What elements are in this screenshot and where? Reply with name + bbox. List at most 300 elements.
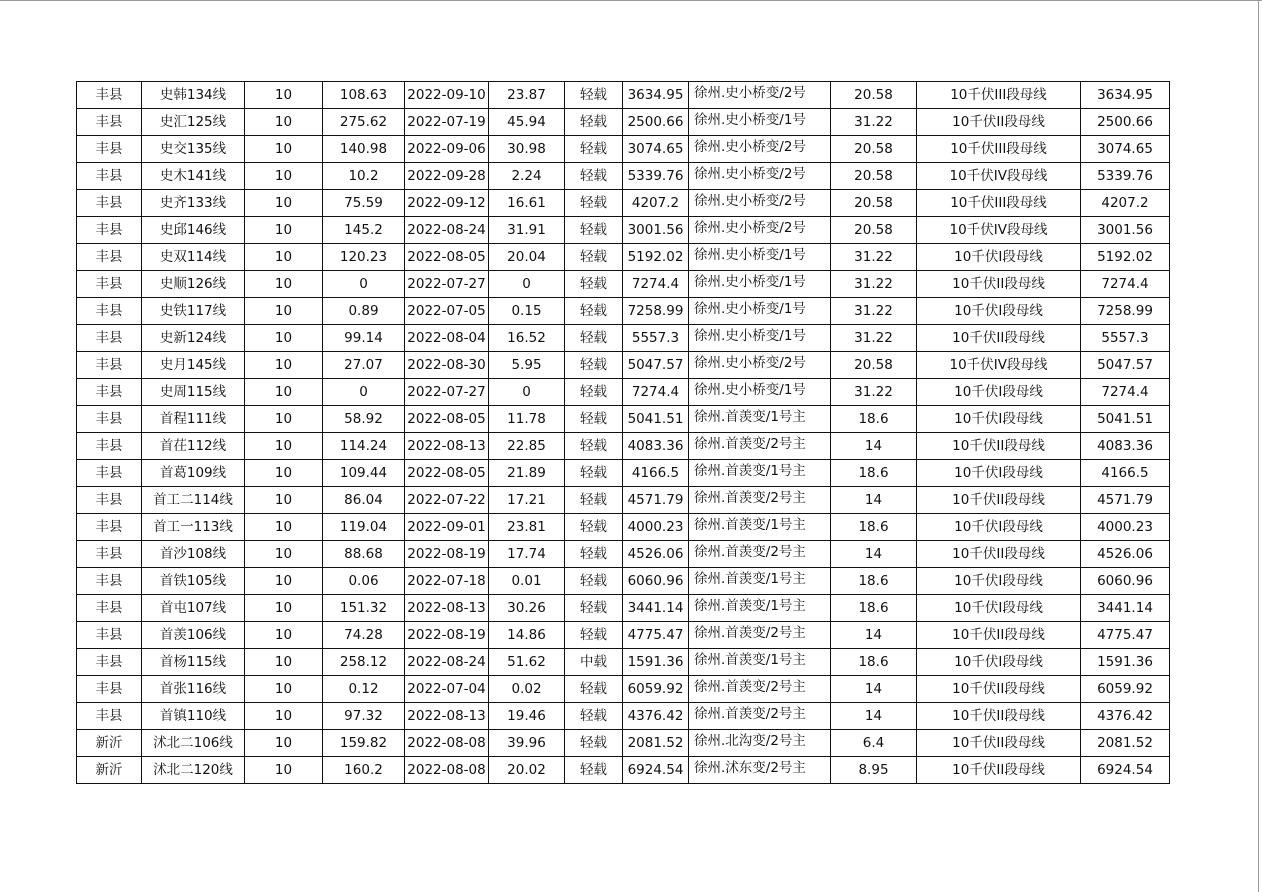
current-cell: 159.82 <box>323 730 405 757</box>
feeder-load-table-page <box>76 81 1169 784</box>
date-cell: 2022-07-27 <box>405 271 489 298</box>
county-cell: 丰县 <box>77 649 142 676</box>
load-status-cell: 轻载 <box>565 595 623 622</box>
capacity-cell: 1591.36 <box>623 649 689 676</box>
load-rate-cell: 0 <box>489 379 565 406</box>
available-capacity-cell: 7274.4 <box>1081 271 1170 298</box>
transformer-capacity-cell: 18.6 <box>831 514 917 541</box>
line-name-cell: 首程111线 <box>142 406 245 433</box>
table-row <box>77 271 1170 298</box>
county-cell: 丰县 <box>77 487 142 514</box>
county-cell: 丰县 <box>77 433 142 460</box>
available-capacity-cell: 5041.51 <box>1081 406 1170 433</box>
transformer-capacity-cell: 20.58 <box>831 217 917 244</box>
county-cell: 丰县 <box>77 595 142 622</box>
date-cell: 2022-08-13 <box>405 703 489 730</box>
substation-cell: 徐州.首羡变/2号主 <box>689 703 831 730</box>
county-cell: 丰县 <box>77 217 142 244</box>
date-cell: 2022-08-13 <box>405 433 489 460</box>
load-rate-cell: 0.02 <box>489 676 565 703</box>
transformer-capacity-cell: 18.6 <box>831 406 917 433</box>
county-cell: 丰县 <box>77 325 142 352</box>
date-cell: 2022-08-30 <box>405 352 489 379</box>
date-cell: 2022-08-08 <box>405 730 489 757</box>
table-row <box>77 568 1170 595</box>
load-status-cell: 轻载 <box>565 190 623 217</box>
voltage-cell: 10 <box>245 649 323 676</box>
transformer-capacity-cell: 20.58 <box>831 136 917 163</box>
county-cell: 丰县 <box>77 190 142 217</box>
voltage-cell: 10 <box>245 757 323 784</box>
current-cell: 0.12 <box>323 676 405 703</box>
substation-cell: 徐州.史小桥变/1号 <box>689 271 831 298</box>
available-capacity-cell: 4571.79 <box>1081 487 1170 514</box>
line-name-cell: 首茌112线 <box>142 433 245 460</box>
county-cell: 丰县 <box>77 136 142 163</box>
load-status-cell: 轻载 <box>565 406 623 433</box>
busbar-cell: 10千伏Ⅰ段母线 <box>917 298 1081 325</box>
voltage-cell: 10 <box>245 163 323 190</box>
load-status-cell: 轻载 <box>565 82 623 109</box>
load-status-cell: 轻载 <box>565 271 623 298</box>
current-cell: 58.92 <box>323 406 405 433</box>
load-rate-cell: 17.74 <box>489 541 565 568</box>
line-name-cell: 史双114线 <box>142 244 245 271</box>
substation-cell: 徐州.史小桥变/1号 <box>689 325 831 352</box>
busbar-cell: 10千伏Ⅰ段母线 <box>917 460 1081 487</box>
voltage-cell: 10 <box>245 82 323 109</box>
load-status-cell: 轻载 <box>565 730 623 757</box>
county-cell: 丰县 <box>77 163 142 190</box>
county-cell: 丰县 <box>77 406 142 433</box>
available-capacity-cell: 6924.54 <box>1081 757 1170 784</box>
table-row <box>77 298 1170 325</box>
voltage-cell: 10 <box>245 514 323 541</box>
current-cell: 160.2 <box>323 757 405 784</box>
voltage-cell: 10 <box>245 622 323 649</box>
current-cell: 114.24 <box>323 433 405 460</box>
current-cell: 151.32 <box>323 595 405 622</box>
available-capacity-cell: 5047.57 <box>1081 352 1170 379</box>
load-rate-cell: 17.21 <box>489 487 565 514</box>
voltage-cell: 10 <box>245 136 323 163</box>
load-rate-cell: 16.61 <box>489 190 565 217</box>
county-cell: 丰县 <box>77 298 142 325</box>
date-cell: 2022-08-24 <box>405 217 489 244</box>
date-cell: 2022-09-12 <box>405 190 489 217</box>
county-cell: 丰县 <box>77 541 142 568</box>
substation-cell: 徐州.首羡变/1号主 <box>689 595 831 622</box>
available-capacity-cell: 3001.56 <box>1081 217 1170 244</box>
load-status-cell: 轻载 <box>565 163 623 190</box>
voltage-cell: 10 <box>245 244 323 271</box>
voltage-cell: 10 <box>245 379 323 406</box>
county-cell: 丰县 <box>77 352 142 379</box>
table-row <box>77 595 1170 622</box>
substation-cell: 徐州.首羡变/2号主 <box>689 676 831 703</box>
capacity-cell: 6059.92 <box>623 676 689 703</box>
available-capacity-cell: 4166.5 <box>1081 460 1170 487</box>
load-rate-cell: 0.15 <box>489 298 565 325</box>
voltage-cell: 10 <box>245 217 323 244</box>
capacity-cell: 3441.14 <box>623 595 689 622</box>
capacity-cell: 3634.95 <box>623 82 689 109</box>
available-capacity-cell: 7258.99 <box>1081 298 1170 325</box>
table-row <box>77 433 1170 460</box>
line-name-cell: 首杨115线 <box>142 649 245 676</box>
table-row <box>77 730 1170 757</box>
line-name-cell: 史韩134线 <box>142 82 245 109</box>
date-cell: 2022-08-19 <box>405 622 489 649</box>
available-capacity-cell: 3074.65 <box>1081 136 1170 163</box>
line-name-cell: 首张116线 <box>142 676 245 703</box>
capacity-cell: 6924.54 <box>623 757 689 784</box>
table-row <box>77 757 1170 784</box>
table-row <box>77 244 1170 271</box>
table-row <box>77 217 1170 244</box>
available-capacity-cell: 4376.42 <box>1081 703 1170 730</box>
load-rate-cell: 0.01 <box>489 568 565 595</box>
load-rate-cell: 31.91 <box>489 217 565 244</box>
load-status-cell: 轻载 <box>565 757 623 784</box>
county-cell: 丰县 <box>77 271 142 298</box>
current-cell: 74.28 <box>323 622 405 649</box>
busbar-cell: 10千伏II段母线 <box>917 703 1081 730</box>
load-rate-cell: 30.26 <box>489 595 565 622</box>
voltage-cell: 10 <box>245 352 323 379</box>
date-cell: 2022-08-05 <box>405 460 489 487</box>
county-cell: 丰县 <box>77 703 142 730</box>
date-cell: 2022-09-06 <box>405 136 489 163</box>
county-cell: 丰县 <box>77 568 142 595</box>
busbar-cell: 10千伏Ⅰ段母线 <box>917 244 1081 271</box>
current-cell: 0 <box>323 379 405 406</box>
load-status-cell: 轻载 <box>565 676 623 703</box>
capacity-cell: 2081.52 <box>623 730 689 757</box>
load-status-cell: 轻载 <box>565 487 623 514</box>
capacity-cell: 6060.96 <box>623 568 689 595</box>
transformer-capacity-cell: 6.4 <box>831 730 917 757</box>
substation-cell: 徐州.首羡变/2号主 <box>689 622 831 649</box>
current-cell: 75.59 <box>323 190 405 217</box>
voltage-cell: 10 <box>245 595 323 622</box>
busbar-cell: 10千伏Ⅰ段母线 <box>917 379 1081 406</box>
load-status-cell: 轻载 <box>565 136 623 163</box>
transformer-capacity-cell: 18.6 <box>831 649 917 676</box>
date-cell: 2022-09-01 <box>405 514 489 541</box>
current-cell: 0 <box>323 271 405 298</box>
capacity-cell: 7274.4 <box>623 379 689 406</box>
load-rate-cell: 20.04 <box>489 244 565 271</box>
transformer-capacity-cell: 14 <box>831 487 917 514</box>
line-name-cell: 史周115线 <box>142 379 245 406</box>
date-cell: 2022-07-05 <box>405 298 489 325</box>
substation-cell: 徐州.史小桥变/1号 <box>689 244 831 271</box>
line-name-cell: 史木141线 <box>142 163 245 190</box>
busbar-cell: 10千伏II段母线 <box>917 730 1081 757</box>
line-name-cell: 史月145线 <box>142 352 245 379</box>
busbar-cell: 10千伏II段母线 <box>917 271 1081 298</box>
line-name-cell: 首屯107线 <box>142 595 245 622</box>
transformer-capacity-cell: 20.58 <box>831 82 917 109</box>
line-name-cell: 首铁105线 <box>142 568 245 595</box>
load-status-cell: 中载 <box>565 649 623 676</box>
available-capacity-cell: 3634.95 <box>1081 82 1170 109</box>
voltage-cell: 10 <box>245 460 323 487</box>
load-status-cell: 轻载 <box>565 460 623 487</box>
line-name-cell: 首葛109线 <box>142 460 245 487</box>
available-capacity-cell: 1591.36 <box>1081 649 1170 676</box>
table-row <box>77 163 1170 190</box>
feeder-load-table <box>76 81 1170 784</box>
load-status-cell: 轻载 <box>565 622 623 649</box>
substation-cell: 徐州.首羡变/1号主 <box>689 514 831 541</box>
date-cell: 2022-09-28 <box>405 163 489 190</box>
load-status-cell: 轻载 <box>565 703 623 730</box>
table-row <box>77 514 1170 541</box>
current-cell: 10.2 <box>323 163 405 190</box>
table-row <box>77 136 1170 163</box>
capacity-cell: 5047.57 <box>623 352 689 379</box>
date-cell: 2022-09-10 <box>405 82 489 109</box>
available-capacity-cell: 3441.14 <box>1081 595 1170 622</box>
current-cell: 145.2 <box>323 217 405 244</box>
county-cell: 丰县 <box>77 460 142 487</box>
voltage-cell: 10 <box>245 325 323 352</box>
load-rate-cell: 23.81 <box>489 514 565 541</box>
transformer-capacity-cell: 31.22 <box>831 325 917 352</box>
table-row <box>77 379 1170 406</box>
county-cell: 丰县 <box>77 82 142 109</box>
available-capacity-cell: 2500.66 <box>1081 109 1170 136</box>
busbar-cell: 10千伏III段母线 <box>917 190 1081 217</box>
substation-cell: 徐州.史小桥变/2号 <box>689 352 831 379</box>
county-cell: 丰县 <box>77 514 142 541</box>
voltage-cell: 10 <box>245 433 323 460</box>
busbar-cell: 10千伏IV段母线 <box>917 217 1081 244</box>
date-cell: 2022-07-27 <box>405 379 489 406</box>
table-row <box>77 703 1170 730</box>
date-cell: 2022-08-05 <box>405 244 489 271</box>
transformer-capacity-cell: 20.58 <box>831 190 917 217</box>
voltage-cell: 10 <box>245 568 323 595</box>
substation-cell: 徐州.首羡变/2号主 <box>689 433 831 460</box>
transformer-capacity-cell: 14 <box>831 541 917 568</box>
line-name-cell: 沭北二120线 <box>142 757 245 784</box>
load-rate-cell: 5.95 <box>489 352 565 379</box>
date-cell: 2022-08-04 <box>405 325 489 352</box>
table-row <box>77 460 1170 487</box>
date-cell: 2022-08-19 <box>405 541 489 568</box>
substation-cell: 徐州.首羡变/1号主 <box>689 406 831 433</box>
table-row <box>77 406 1170 433</box>
busbar-cell: 10千伏Ⅰ段母线 <box>917 406 1081 433</box>
busbar-cell: 10千伏Ⅰ段母线 <box>917 514 1081 541</box>
busbar-cell: 10千伏II段母线 <box>917 676 1081 703</box>
load-rate-cell: 0 <box>489 271 565 298</box>
table-row <box>77 676 1170 703</box>
date-cell: 2022-08-08 <box>405 757 489 784</box>
date-cell: 2022-07-22 <box>405 487 489 514</box>
load-status-cell: 轻载 <box>565 568 623 595</box>
substation-cell: 徐州.首羡变/2号主 <box>689 487 831 514</box>
table-row <box>77 622 1170 649</box>
substation-cell: 徐州.沭东变/2号主 <box>689 757 831 784</box>
line-name-cell: 史邱146线 <box>142 217 245 244</box>
voltage-cell: 10 <box>245 487 323 514</box>
capacity-cell: 4775.47 <box>623 622 689 649</box>
transformer-capacity-cell: 14 <box>831 703 917 730</box>
date-cell: 2022-08-13 <box>405 595 489 622</box>
available-capacity-cell: 4083.36 <box>1081 433 1170 460</box>
available-capacity-cell: 4207.2 <box>1081 190 1170 217</box>
county-cell: 新沂 <box>77 757 142 784</box>
load-rate-cell: 45.94 <box>489 109 565 136</box>
page-top-rule <box>0 0 1262 1</box>
current-cell: 119.04 <box>323 514 405 541</box>
substation-cell: 徐州.史小桥变/1号 <box>689 109 831 136</box>
county-cell: 丰县 <box>77 244 142 271</box>
load-rate-cell: 22.85 <box>489 433 565 460</box>
transformer-capacity-cell: 18.6 <box>831 460 917 487</box>
capacity-cell: 4000.23 <box>623 514 689 541</box>
table-row <box>77 325 1170 352</box>
table-row <box>77 649 1170 676</box>
capacity-cell: 7258.99 <box>623 298 689 325</box>
current-cell: 275.62 <box>323 109 405 136</box>
substation-cell: 徐州.首羡变/1号主 <box>689 460 831 487</box>
transformer-capacity-cell: 18.6 <box>831 595 917 622</box>
county-cell: 丰县 <box>77 676 142 703</box>
voltage-cell: 10 <box>245 703 323 730</box>
busbar-cell: 10千伏III段母线 <box>917 136 1081 163</box>
busbar-cell: 10千伏II段母线 <box>917 433 1081 460</box>
substation-cell: 徐州.史小桥变/1号 <box>689 379 831 406</box>
table-row <box>77 352 1170 379</box>
available-capacity-cell: 7274.4 <box>1081 379 1170 406</box>
voltage-cell: 10 <box>245 271 323 298</box>
table-row <box>77 541 1170 568</box>
transformer-capacity-cell: 20.58 <box>831 163 917 190</box>
date-cell: 2022-07-19 <box>405 109 489 136</box>
busbar-cell: 10千伏IV段母线 <box>917 352 1081 379</box>
transformer-capacity-cell: 31.22 <box>831 271 917 298</box>
capacity-cell: 5339.76 <box>623 163 689 190</box>
capacity-cell: 5041.51 <box>623 406 689 433</box>
substation-cell: 徐州.史小桥变/2号 <box>689 190 831 217</box>
transformer-capacity-cell: 14 <box>831 676 917 703</box>
voltage-cell: 10 <box>245 190 323 217</box>
table-row <box>77 190 1170 217</box>
current-cell: 109.44 <box>323 460 405 487</box>
voltage-cell: 10 <box>245 676 323 703</box>
line-name-cell: 史齐133线 <box>142 190 245 217</box>
current-cell: 86.04 <box>323 487 405 514</box>
line-name-cell: 首工二114线 <box>142 487 245 514</box>
capacity-cell: 3001.56 <box>623 217 689 244</box>
current-cell: 97.32 <box>323 703 405 730</box>
load-status-cell: 轻载 <box>565 298 623 325</box>
available-capacity-cell: 5339.76 <box>1081 163 1170 190</box>
line-name-cell: 首羡106线 <box>142 622 245 649</box>
capacity-cell: 5192.02 <box>623 244 689 271</box>
load-rate-cell: 51.62 <box>489 649 565 676</box>
county-cell: 丰县 <box>77 622 142 649</box>
load-status-cell: 轻载 <box>565 244 623 271</box>
transformer-capacity-cell: 20.58 <box>831 352 917 379</box>
county-cell: 丰县 <box>77 109 142 136</box>
load-rate-cell: 21.89 <box>489 460 565 487</box>
substation-cell: 徐州.首羡变/1号主 <box>689 568 831 595</box>
current-cell: 108.63 <box>323 82 405 109</box>
load-status-cell: 轻载 <box>565 514 623 541</box>
current-cell: 140.98 <box>323 136 405 163</box>
capacity-cell: 4166.5 <box>623 460 689 487</box>
load-status-cell: 轻载 <box>565 352 623 379</box>
load-rate-cell: 11.78 <box>489 406 565 433</box>
current-cell: 88.68 <box>323 541 405 568</box>
available-capacity-cell: 5557.3 <box>1081 325 1170 352</box>
county-cell: 新沂 <box>77 730 142 757</box>
load-rate-cell: 39.96 <box>489 730 565 757</box>
voltage-cell: 10 <box>245 541 323 568</box>
transformer-capacity-cell: 14 <box>831 622 917 649</box>
substation-cell: 徐州.史小桥变/2号 <box>689 217 831 244</box>
substation-cell: 徐州.首羡变/2号主 <box>689 541 831 568</box>
available-capacity-cell: 4000.23 <box>1081 514 1170 541</box>
load-rate-cell: 23.87 <box>489 82 565 109</box>
available-capacity-cell: 5192.02 <box>1081 244 1170 271</box>
capacity-cell: 2500.66 <box>623 109 689 136</box>
line-name-cell: 史交135线 <box>142 136 245 163</box>
capacity-cell: 7274.4 <box>623 271 689 298</box>
substation-cell: 徐州.北沟变/2号主 <box>689 730 831 757</box>
current-cell: 0.06 <box>323 568 405 595</box>
busbar-cell: 10千伏II段母线 <box>917 487 1081 514</box>
capacity-cell: 4083.36 <box>623 433 689 460</box>
transformer-capacity-cell: 31.22 <box>831 109 917 136</box>
current-cell: 258.12 <box>323 649 405 676</box>
capacity-cell: 3074.65 <box>623 136 689 163</box>
table-row <box>77 109 1170 136</box>
transformer-capacity-cell: 8.95 <box>831 757 917 784</box>
busbar-cell: 10千伏II段母线 <box>917 109 1081 136</box>
table-row <box>77 487 1170 514</box>
line-name-cell: 沭北二106线 <box>142 730 245 757</box>
substation-cell: 徐州.史小桥变/1号 <box>689 298 831 325</box>
county-cell: 丰县 <box>77 379 142 406</box>
load-rate-cell: 2.24 <box>489 163 565 190</box>
current-cell: 0.89 <box>323 298 405 325</box>
table-row <box>77 82 1170 109</box>
line-name-cell: 史铁117线 <box>142 298 245 325</box>
page-right-rule <box>1258 0 1259 892</box>
current-cell: 27.07 <box>323 352 405 379</box>
available-capacity-cell: 2081.52 <box>1081 730 1170 757</box>
load-status-cell: 轻载 <box>565 217 623 244</box>
capacity-cell: 5557.3 <box>623 325 689 352</box>
date-cell: 2022-08-05 <box>405 406 489 433</box>
busbar-cell: 10千伏IV段母线 <box>917 163 1081 190</box>
line-name-cell: 史汇125线 <box>142 109 245 136</box>
line-name-cell: 史新124线 <box>142 325 245 352</box>
substation-cell: 徐州.史小桥变/2号 <box>689 82 831 109</box>
busbar-cell: 10千伏II段母线 <box>917 622 1081 649</box>
voltage-cell: 10 <box>245 109 323 136</box>
load-rate-cell: 30.98 <box>489 136 565 163</box>
substation-cell: 徐州.首羡变/1号主 <box>689 649 831 676</box>
capacity-cell: 4526.06 <box>623 541 689 568</box>
